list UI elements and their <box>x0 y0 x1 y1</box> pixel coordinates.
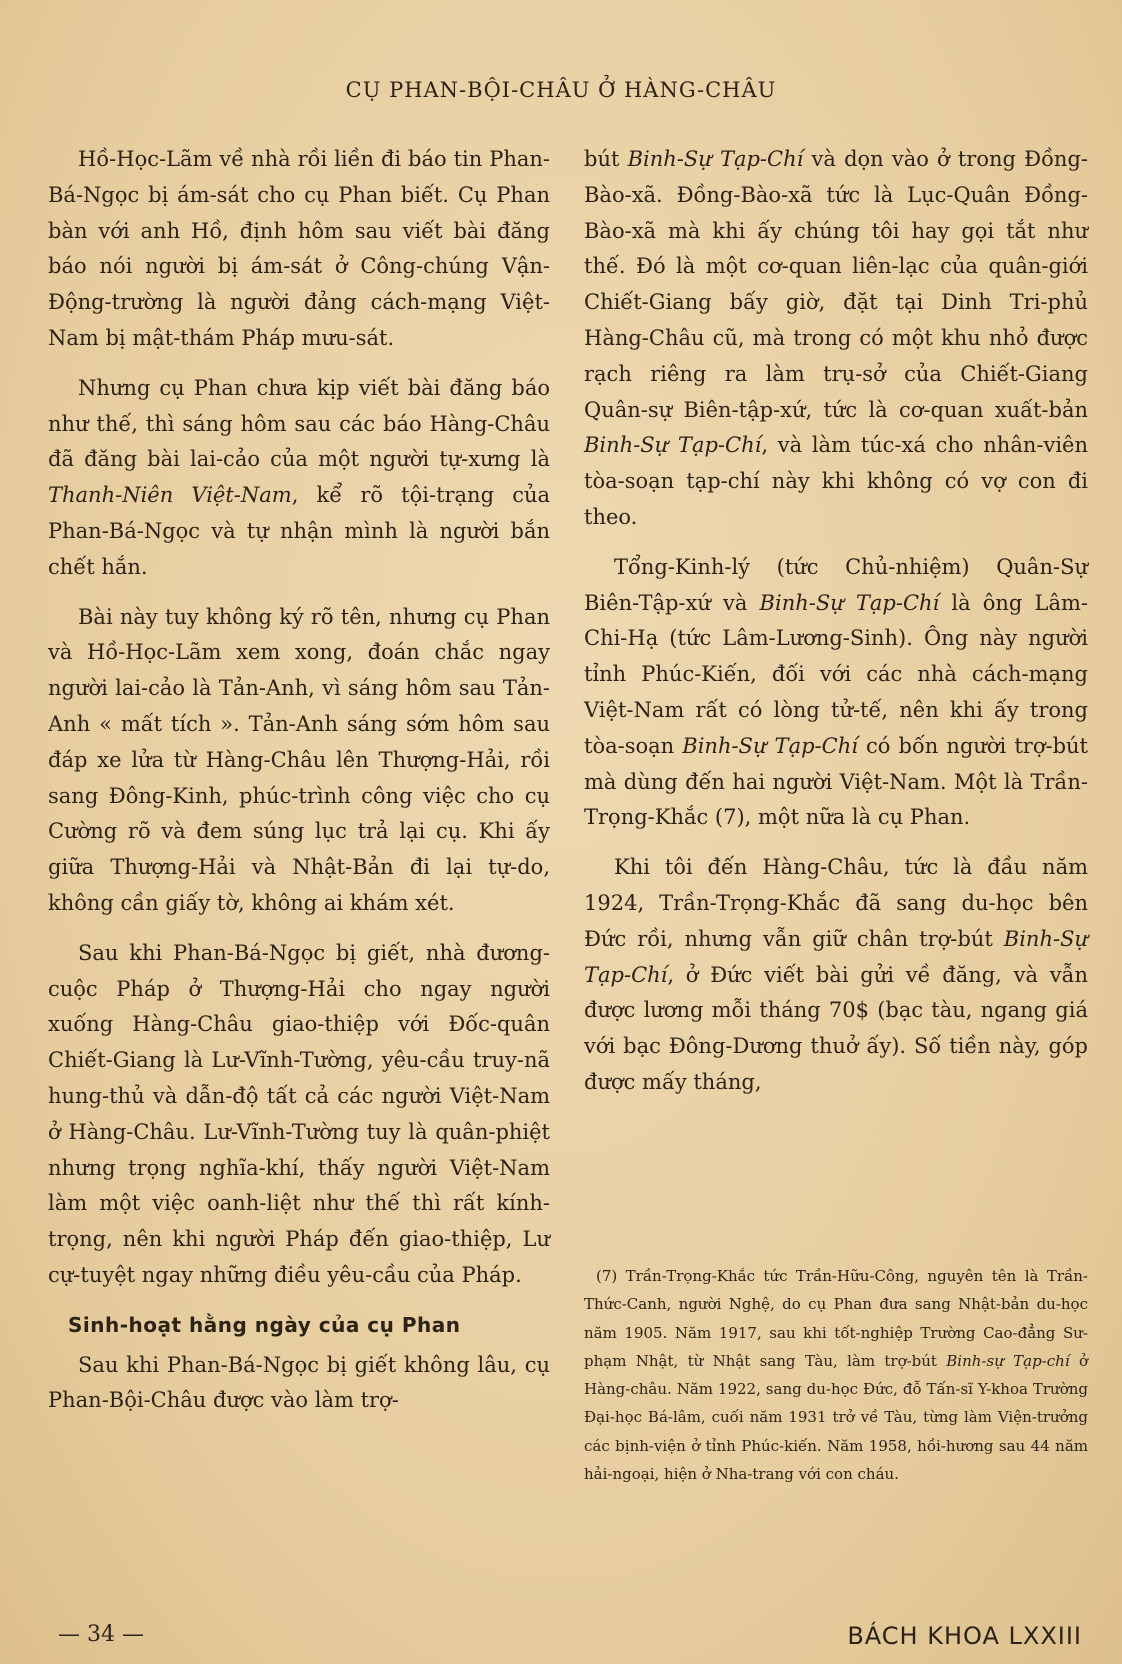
paragraph: Hồ-Học-Lãm về nhà rồi liền đi báo tin Phan-Bá-Ngọc bị ám-sát cho cụ Phan biết. Cụ Phan bàn với anh Hồ, định hôm sau viết bài đăng báo nói người bị ám-sát ở Công-chúng Vận-Động-trường là người đảng cách-mạng Việt-Nam bị mật-thám Pháp mưu-sát. <box>48 147 550 350</box>
right-column <box>584 142 1088 1115</box>
paragraph: bút Binh-Sự Tạp-Chí và dọn vào ở trong Đồng-Bào-xã. Đồng-Bào-xã tức là Lục-Quân Đồng-Bào-xã mà khi ấy chúng tôi hay gọi tắt như thế. Đó là một cơ-quan liên-lạc của quân-giới Chiết-Giang bấy giờ, đặt tại Dinh Tri-phủ Hàng-Châu cũ, mà trong có một khu nhỏ được rạch riêng ra làm trụ-sở của Chiết-Giang Quân-sự Biên-tập-xứ, tức là cơ-quan xuất-bản Binh-Sự Tạp-Chí, và làm túc-xá cho nhân-viên tòa-soạn tạp-chí này khi không có vợ con đi theo. <box>584 147 1088 529</box>
paragraph: Sau khi Phan-Bá-Ngọc bị giết không lâu, cụ Phan-Bội-Châu được vào làm trợ- <box>48 1352 550 1413</box>
page-number: — 34 — <box>58 1622 144 1647</box>
paragraph: Tổng-Kinh-lý (tức Chủ-nhiệm) Quân-Sự Biên-Tập-xứ và Binh-Sự Tạp-Chí là ông Lâm-Chi-Hạ (tức Lâm-Lương-Sinh). Ông này người tỉnh Phúc-Kiến, đối với các nhà cách-mạng Việt-Nam rất có lòng tử-tế, nên khi ấy trong tòa-soạn Binh-Sự Tạp-Chí có bốn người trợ-bút mà dùng đến hai người Việt-Nam. Một là Trần-Trọng-Khắc (7), một nữa là cụ Phan. <box>584 554 1088 830</box>
paragraph: Bài này tuy không ký rõ tên, nhưng cụ Phan và Hồ-Học-Lãm xem xong, đoán chắc ngay người lai-cảo là Tản-Anh, vì sáng hôm sau Tản-Anh « mất tích ». Tản-Anh sáng sớm hôm sau đáp xe lửa từ Hàng-Châu lên Thượng-Hải, rồi sang Đông-Kinh, phúc-trình công việc cho cụ Cường rõ và đem súng lục trả lại cụ. Khi ấy giữa Thượng-Hải và Nhật-Bản đi lại tự-do, không cần giấy tờ, không ai khám xét. <box>48 604 550 915</box>
paragraph: Sau khi Phan-Bá-Ngọc bị giết, nhà đương-cuộc Pháp ở Thượng-Hải cho ngay người xuống Hàng-Châu giao-thiệp với Đốc-quân Chiết-Giang là Lư-Vĩnh-Tường, yêu-cầu truy-nã hung-thủ và dẫn-độ tất cả các người Việt-Nam ở Hàng-Châu. Lư-Vĩnh-Tường tuy là quân-phiệt nhưng trọng nghĩa-khí, thấy người Việt-Nam làm một việc oanh-liệt như thế thì rất kính-trọng, nên khi người Pháp đến giao-thiệp, Lư cự-tuyệt ngay những điều yêu-cầu của Pháp. <box>48 940 550 1287</box>
paragraph: Khi tôi đến Hàng-Châu, tức là đầu năm 1924, Trần-Trọng-Khắc đã sang du-học bên Đức rồi, nhưng vẫn giữ chân trợ-bút Binh-Sự Tạp-Chí, ở Đức viết bài gửi về đăng, và vẫn được lương mỗi tháng 70$ (bạc tàu, ngang giá với bạc Đông-Dương thuở ấy). Số tiền này, góp được mấy tháng, <box>584 855 1088 1094</box>
section-heading: Sinh-hoạt hằng ngày của cụ Phan <box>68 1312 461 1337</box>
journal-name: BÁCH KHOA LXXIII <box>847 1622 1082 1650</box>
left-column <box>48 142 550 1433</box>
paragraph: Nhưng cụ Phan chưa kịp viết bài đăng báo như thế, thì sáng hôm sau các báo Hàng-Châu đã đăng bài lai-cảo của một người tự-xưng là Thanh-Niên Việt-Nam, kể rõ tội-trạng của Phan-Bá-Ngọc và tự nhận mình là người bắn chết hắn. <box>48 375 550 579</box>
running-header: CỤ PHAN-BỘI-CHÂU Ở HÀNG-CHÂU <box>345 78 777 102</box>
footnote: (7) Trần-Trọng-Khắc tức Trần-Hữu-Công, nguyên tên là Trần-Thức-Canh, người Nghệ, do cụ Phan đưa sang Nhật-bản du-học năm 1905. Năm 1917, sau khi tốt-nghiệp Trường Cao-đẳng Sư-phạm Nhật, từ Nhật sang Tàu, làm trợ-bút Binh-sự Tạp-chí ở Hàng-châu. Năm 1922, sang du-học Đức, đỗ Tấn-sĩ Y-khoa Trường Đại-học Bá-lâm, cuối năm 1931 trở về Tàu, từng làm Viện-trưởng các bịnh-viện ở tỉnh Phúc-kiến. Năm 1958, hồi-hương sau 44 năm hải-ngoại, hiện ở Nha-trang với con cháu. <box>584 1267 1088 1484</box>
